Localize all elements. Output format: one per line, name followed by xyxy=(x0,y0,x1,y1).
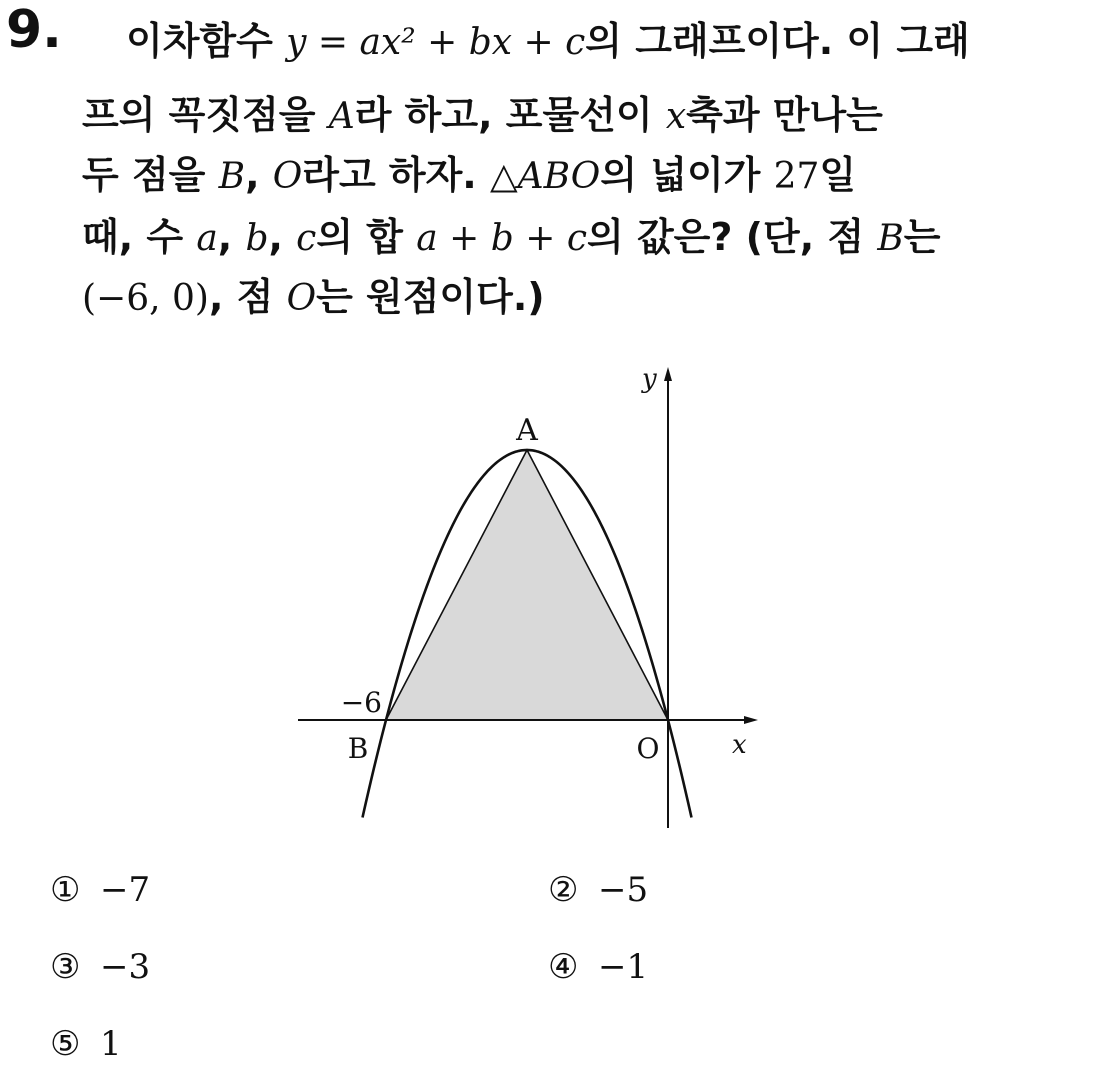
stem-math: O xyxy=(286,278,317,319)
stem-line xyxy=(82,275,545,319)
choice-value: −3 xyxy=(100,947,151,987)
stem-math: (−6, 0) xyxy=(82,278,209,319)
choice-value: −7 xyxy=(100,870,151,910)
stem-math: 27 xyxy=(773,156,820,197)
choice-mark: ④ xyxy=(548,947,579,987)
stem-line xyxy=(82,215,941,259)
point-b-label: B xyxy=(347,732,369,765)
choice-mark: ⑤ xyxy=(50,1024,81,1064)
y-axis-label: y xyxy=(642,364,657,394)
stem-math: B xyxy=(877,218,904,259)
stem-math: y = ax² + bx + c xyxy=(286,22,586,63)
stem-text: , xyxy=(245,153,273,197)
parabola-figure xyxy=(290,355,770,840)
stem-text: 이차함수 xyxy=(126,19,287,63)
stem-text: 의 그래프이다. 이 그래 xyxy=(585,19,970,63)
stem-math: x xyxy=(665,96,687,137)
choice-3[interactable] xyxy=(50,947,151,987)
stem-math: b xyxy=(245,218,269,259)
stem-math: A xyxy=(328,96,355,137)
stem-line xyxy=(82,153,857,197)
choice-value: 1 xyxy=(100,1024,122,1064)
x-axis-arrow xyxy=(744,716,758,724)
x-axis-label: x xyxy=(732,730,747,760)
choice-5[interactable] xyxy=(50,1024,122,1064)
stem-math: c xyxy=(296,218,317,259)
stem-text: 의 넓이가 xyxy=(600,153,774,197)
b-coordinate-label: −6 xyxy=(340,686,382,719)
stem-text: 프의 꼭짓점을 xyxy=(82,93,329,137)
stem-text: 라 하고, 포물선이 xyxy=(354,93,666,137)
stem-math: △ABO xyxy=(489,156,601,197)
stem-math: O xyxy=(272,156,303,197)
stem-text: 라고 하자. xyxy=(302,153,490,197)
stem-text: 는 원점이다.) xyxy=(316,275,545,319)
y-axis-arrow xyxy=(664,367,672,381)
stem-text: , xyxy=(217,215,246,259)
choice-value: −1 xyxy=(598,947,649,987)
choice-mark: ① xyxy=(50,870,81,910)
point-o-label: O xyxy=(636,732,660,765)
choice-mark: ③ xyxy=(50,947,81,987)
stem-text: 때, 수 xyxy=(82,215,197,259)
choice-2[interactable] xyxy=(548,870,649,910)
stem-text: 의 값은? (단, 점 xyxy=(587,215,878,259)
question-number: 9. xyxy=(6,0,62,60)
stem-text: 일 xyxy=(819,153,857,197)
stem-text: , 점 xyxy=(208,275,287,319)
choice-value: −5 xyxy=(598,870,649,910)
stem-line xyxy=(82,93,883,137)
stem-text: 축과 만나는 xyxy=(686,93,883,137)
stem-line xyxy=(126,19,970,63)
stem-text: 는 xyxy=(903,215,941,259)
stem-text: , xyxy=(268,215,297,259)
stem-math: a xyxy=(196,218,218,259)
choice-4[interactable] xyxy=(548,947,649,987)
stem-math: B xyxy=(218,156,246,197)
point-a-label: A xyxy=(516,413,538,448)
choice-mark: ② xyxy=(548,870,579,910)
stem-math: a + b + c xyxy=(416,218,588,259)
stem-text: 두 점을 xyxy=(82,153,219,197)
choice-1[interactable] xyxy=(50,870,151,910)
stem-text: 의 합 xyxy=(316,215,417,259)
